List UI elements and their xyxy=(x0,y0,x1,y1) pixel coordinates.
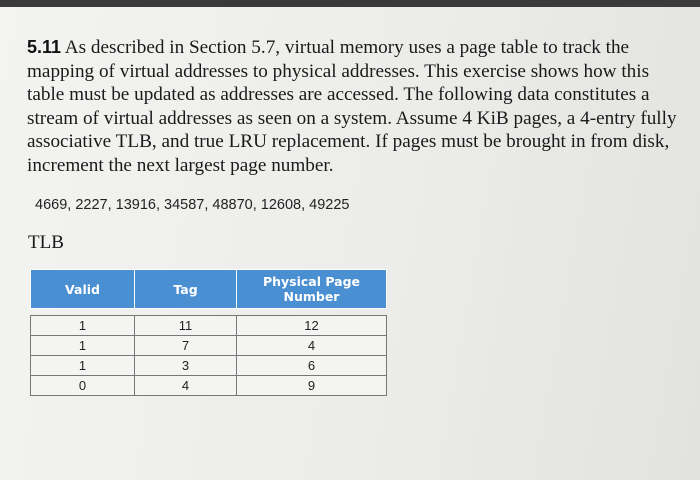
header-physical-page-number: Physical Page Number xyxy=(237,270,387,309)
top-edge-bar xyxy=(0,0,700,7)
ppn-cell: 6 xyxy=(237,356,387,376)
address-stream: 4669, 2227, 13916, 34587, 48870, 12608, 49225 xyxy=(35,197,350,213)
problem-text: As described in Section 5.7, virtual memory uses a page table to track the mapping of virtual addresses to physical addresses. This exercise shows how this table must be updated as addresses are accessed. The following data constitutes a stream of virtual addresses as seen on a system. Assume 4 KiB pages, a 4-entry fully associative TLB, and true LRU replacement. If pages must be brought in from disk, increment the next largest page number. xyxy=(27,37,677,176)
valid-cell: 0 xyxy=(31,376,135,396)
table-row xyxy=(31,316,387,336)
valid-cell: 1 xyxy=(31,356,135,376)
tag-cell: 11 xyxy=(135,316,237,336)
tag-cell: 7 xyxy=(135,336,237,356)
tag-cell: 4 xyxy=(135,376,237,396)
problem-number: 5.11 xyxy=(27,37,62,57)
tag-cell: 3 xyxy=(135,356,237,376)
table-row xyxy=(31,336,387,356)
header-valid: Valid xyxy=(31,270,135,309)
valid-cell: 1 xyxy=(31,336,135,356)
table-row xyxy=(31,356,387,376)
tlb-table xyxy=(30,269,387,396)
ppn-cell: 4 xyxy=(237,336,387,356)
ppn-cell: 9 xyxy=(237,376,387,396)
valid-cell: 1 xyxy=(31,316,135,336)
table-row xyxy=(31,376,387,396)
textbook-page xyxy=(0,7,700,480)
tlb-header-row xyxy=(31,270,387,309)
header-tag: Tag xyxy=(135,270,237,309)
tlb-label: TLB xyxy=(28,232,64,253)
ppn-cell: 12 xyxy=(237,316,387,336)
problem-statement xyxy=(27,36,677,178)
